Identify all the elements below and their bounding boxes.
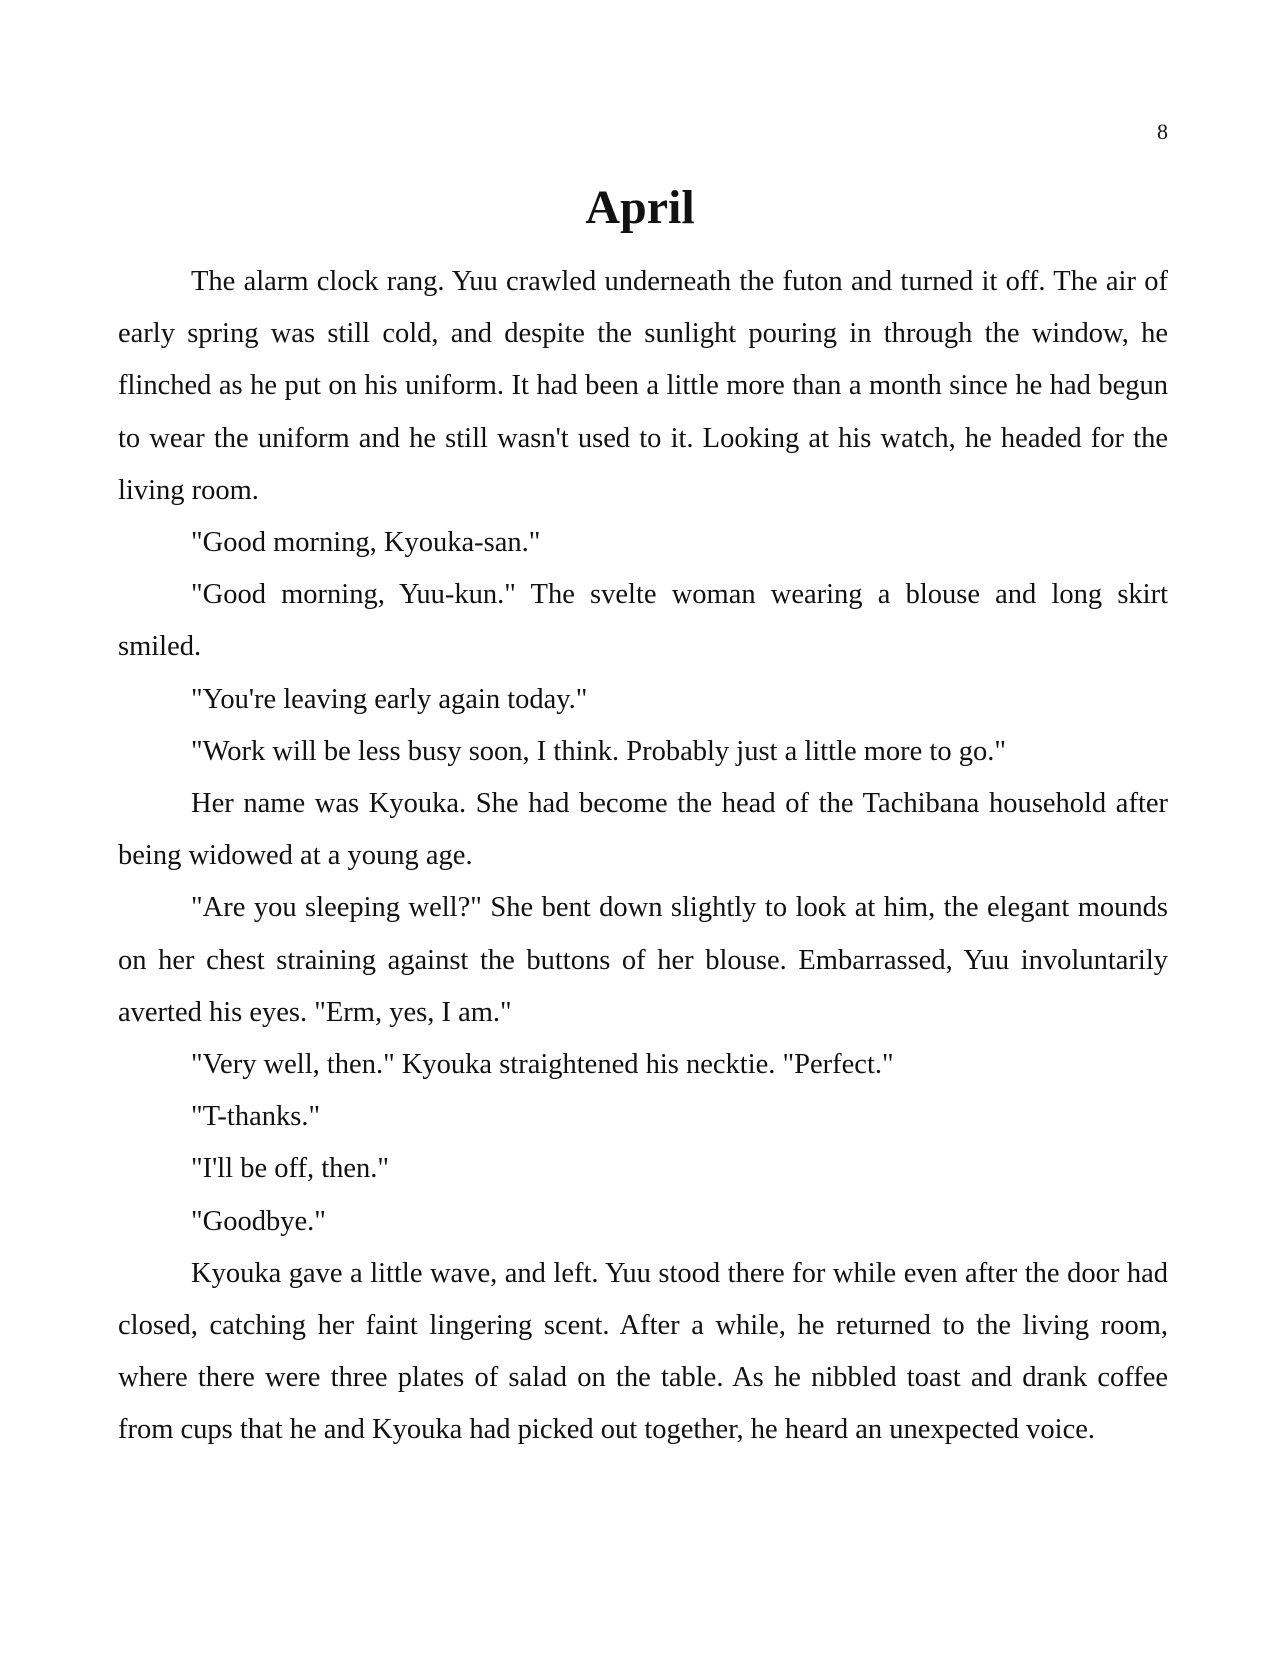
paragraph: "Good morning, Kyouka-san." (191, 527, 541, 559)
paragraph: "Very well, then." Kyouka straightened his necktie. "Perfect." (191, 1049, 894, 1081)
paragraph: "Are you sleeping well?" She bent down slightly to look at him, the elegant mounds on her chest straining against the buttons of her blouse. Embarrassed, Yuu involuntarily averted his eyes. "Erm, yes, I am." (118, 892, 1168, 1028)
paragraph: "You're leaving early again today." (191, 683, 588, 715)
paragraph: "Good morning, Yuu-kun." The svelte woman wearing a blouse and long skirt smiled. (118, 579, 1168, 663)
paragraph: The alarm clock rang. Yuu crawled underneath the futon and turned it off. The air of early spring was still cold, and despite the sunlight pouring in through the window, he flinched as he put on his uniform. It had been a little more than a month since he had begun to wear the uniform and he still wasn't used to it. Looking at his watch, he headed for the living room. (118, 266, 1168, 506)
body-text (118, 256, 1168, 1457)
paragraph: Kyouka gave a little wave, and left. Yuu stood there for while even after the door had closed, catching her faint lingering scent. After a while, he returned to the living room, where there were three plates of salad on the table. As he nibbled toast and drank coffee from cups that he and Kyouka had picked out together, he heard an unexpected voice. (118, 1257, 1168, 1446)
chapter-title: April (585, 181, 695, 234)
paragraph: "Goodbye." (191, 1205, 326, 1237)
paragraph: "T-thanks." (191, 1101, 321, 1133)
paragraph: Her name was Kyouka. She had become the head of the Tachibana household after being widowed at a young age. (118, 788, 1168, 872)
paragraph: "Work will be less busy soon, I think. Probably just a little more to go." (191, 735, 1006, 767)
paragraph: "I'll be off, then." (191, 1153, 390, 1185)
page-number: 8 (1157, 119, 1168, 144)
